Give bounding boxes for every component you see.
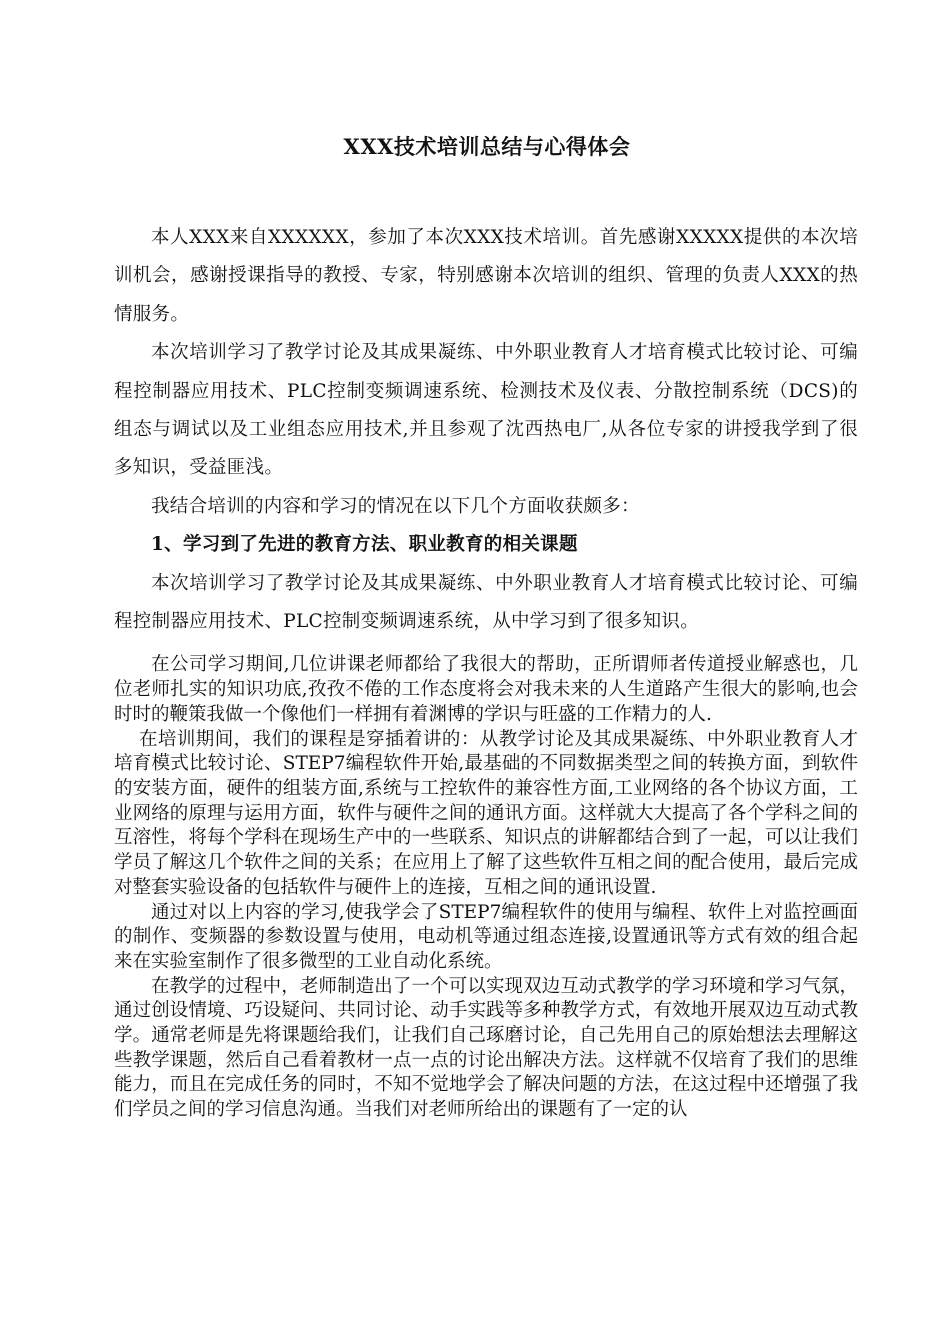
paragraph-teachers: 在公司学习期间,几位讲课老师都给了我很大的帮助，正所谓师者传道授业解惑也，几位老师扎实的知识功底,孜孜不倦的工作态度将会对我未来的人生道路产生很大的影响,也会时时的鞭策我做一个像他们一样拥有着渊博的学识与旺盛的工作精力的人. [114,654,858,725]
paragraph-training-content: 本次培训学习了教学讨论及其成果凝练、中外职业教育人才培育模式比较讨论、可编程控制器应用技术、PLC控制变频调速系统、检测技术及仪表、分散控制系统（DCS)的组态与调试以及工业组态应用技术,并且参观了沈西热电厂,从各位专家的讲授我学到了很多知识，受益匪浅。 [114,342,858,479]
document-body [114,219,858,1123]
paragraph-intro: 本人XXX来自XXXXXX，参加了本次XXX技术培训。首先感谢XXXXX提供的本次培训机会，感谢授课指导的教授、专家，特别感谢本次培训的组织、管理的负责人XXX的热情服务。 [114,227,858,325]
paragraph-teaching-process: 在教学的过程中，老师制造出了一个可以实现双边互动式教学的学习环境和学习气氛，通过创设情境、巧设疑问、共同讨论、动手实践等多种教学方式，有效地开展双边互动式教学。通常老师是先将课题给我们，让我们自己琢磨讨论，自己先用自己的原始想法去理解这些教学课题，然后自己看着教材一点一点的讨论出解决方法。这样就不仅培育了我们的思维能力，而且在完成任务的同时，不知不觉地学会了解决问题的方法，在这过程中还增强了我们学员之间的学习信息沟通。当我们对老师所给出的课题有了一定的认 [114,975,858,1121]
section-heading-1: 1、学习到了先进的教育方法、职业教育的相关课题 [151,534,578,556]
document-title: XXX技术培训总结与心得体会 [343,134,631,159]
paragraph-course-structure: 在培训期间，我们的课程是穿插着讲的：从教学讨论及其成果凝练、中外职业教育人才培育模式比较讨论、STEP7编程软件开始,最基础的不同数据类型之间的转换方面，到软件的安装方面，硬件的组装方面,系统与工控软件的兼容性方面,工业网络的各个协议方面，工业网络的原理与运用方面，软件与硬件之间的通讯方面。这样就大大提高了各个学科之间的互溶性，将每个学科在现场生产中的一些联系、知识点的讲解都结合到了一起，可以让我们学员了解这几个软件之间的关系；在应用上了解了这些软件互相之间的配合使用，最后完成对整套实验设备的包括软件与硬件上的连接，互相之间的通讯设置. [114,728,858,898]
paragraph-step7-learning: 通过对以上内容的学习,使我学会了STEP7编程软件的使用与编程、软件上对监控画面的制作、变频器的参数设置与使用，电动机等通过组态连接,设置通讯等方式有效的组合起来在实验室制作了很多微型的工业自动化系统。 [114,901,858,972]
paragraph-section-1: 本次培训学习了教学讨论及其成果凝练、中外职业教育人才培育模式比较讨论、可编程控制器应用技术、PLC控制变频调速系统，从中学习到了很多知识。 [114,572,858,633]
dense-text-block [114,653,858,1122]
paragraph-gains: 我结合培训的内容和学习的情况在以下几个方面收获颇多： [151,495,640,517]
